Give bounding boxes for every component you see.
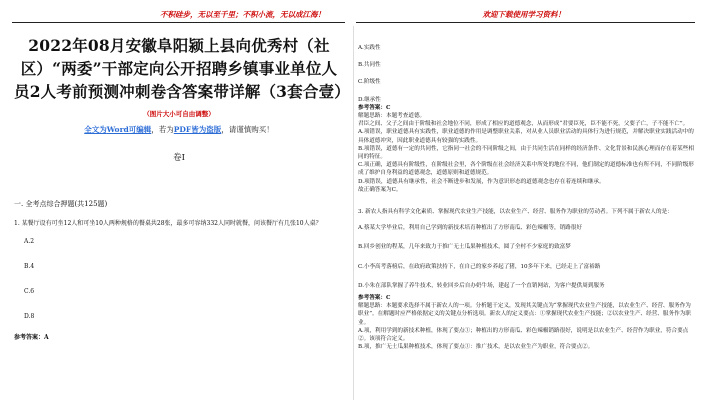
right-page [358,44,696,351]
question-3-option: A.蔡某大学毕业后，利用自己学到的新技术培育种植出了方形南瓜、彩色辣椒等，销路很好 [358,225,582,232]
prev-analysis-line: A.项错误，职业道德具有实践性，职业道德的作用是调整职业关系，对从业人员职业活动的具体行为进行规范，并解决职业实践活动中的具体道德冲突，因此职业道德具有较强的实践性。 [358,129,694,144]
volume-label: 卷I [173,153,185,163]
prev-analysis-line: D.项错误，道德具有继承性，社会不断进步和发展，作为意识形态的道德观念也存在着连续和继承。 [358,178,605,185]
question-3-option: B.回乡创业的程某，几年来致力于推广无土瓜果种植技术，圆了全村不少家庭的致富梦 [358,244,571,251]
prev-analysis-line: 君臣之间、父子之间由于阶级和社会地位不同，形成了相应的道德观念，从而形成“君要臣死，臣不能不死，父要子亡，子不能不亡”。 [358,121,689,128]
question-1-option: B.4 [24,263,35,270]
question-3-option: C.小李高考落榜后，在政府政策扶持下，在自己的家乡养起了猪，10多年下来，已经走上了富裕路 [358,263,601,270]
word-editable-link[interactable]: Word可编辑 [106,125,152,134]
prev-analysis-line: 解题思路：本题考查道德。 [358,113,426,120]
header-right-banner [356,8,695,23]
prev-analysis-line: 故正确答案为C。 [358,186,402,193]
question-1-answer: 参考答案：A [14,334,49,341]
question-1: 1. 某餐厅设有可坐12人和可坐10人两种规格的餐桌共28张，最多可容纳332人同时就餐，问该餐厅有几张10人桌？ [14,220,322,227]
question-1-option: C.6 [24,288,35,295]
word-prefix: 全文为 [84,125,107,134]
prev-option: C.阶级性 [358,79,381,86]
prev-option: A.实践性 [358,45,381,51]
prev-answer: 参考答案：C [358,104,391,111]
question-3-analysis-line: A.项，利用学到的新技术种植，体现了要点①；种植出的方形南瓜、彩色辣椒销路很好，说明是以农业生产、经营作为职业，符合要点②。该项符合定义。 [358,327,689,343]
word-suffix: ，请谨慎购买！ [221,125,274,134]
prev-option: B.共同性 [358,62,381,69]
question-3-analysis-line: 解题思路：本题要求选择不属于新农人的一项。分析题干定义，发现其关键点为“掌握现代农业生产技能，以农业生产、经营、服务作为职业”。在解题时应严格依据定义的关键点分析选项。新农人的定义要点：①掌握现代农业生产技能；②以农业生产、经营、服务作为职业。 [358,303,691,326]
header-left-slogan: 不积硅步，无以至千里；不积小流，无以成江海！ [160,10,325,19]
question-3-analysis-line: B.项，推广无土瓜果种植技术，体现了要点①：推广技术，是以农业生产为职业，符合要点②。 [358,344,594,351]
question-3-answer: 参考答案：C [358,295,391,302]
prev-analysis-line: C.项正确，道德具有阶级性，在阶级社会里，各个阶级在社会经济关系中所处的地位不同，他们制定的道德标准也有所不同，不同阶级形成了维护自身利益的道德观念，道德原则和道德规范。 [358,162,694,177]
prev-option: D.继承性 [358,96,381,103]
pdf-warning-link[interactable]: PDF皆为盗版 [173,125,222,134]
header-right-slogan: 欢迎下载使用学习资料！ [482,10,565,19]
section-heading: 一. 全考点综合押题(共125题) [14,200,108,208]
question-1-option: D.8 [24,313,35,320]
document-title: 2022年08月安徽阜阳颍上县向优秀村（社区）“两委”干部定向公开招聘乡镇事业单位人员2人考前预测冲刺卷含答案带详解（3套合壹） [14,36,350,101]
question-1-option: A.2 [24,238,35,245]
question-3-option: D.小朱在部队掌握了养牛技术，转业回乡后自办奶牛场，建起了一个直销网站，为客户提供周到服务 [358,282,605,289]
question-3: 3. 新农人指具有科学文化素质、掌握现代农业生产技能，以农业生产、经营、服务作为职业的劳动者。下列不属于新农人的是： [358,209,673,216]
word-mid: ，若为 [151,125,174,134]
prev-analysis-line: B.项错误，道德有一定的共同性，它指同一社会的不同阶级之间，由于共同生活在同样的经济条件、文化背景和民族心理而存在着某些相同的特征。 [358,145,694,161]
image-resize-notice: （图片大小可自由调整） [143,110,215,118]
left-page [14,34,350,341]
header-left-banner [12,8,345,23]
page-divider [353,26,354,400]
format-notice [14,124,344,135]
